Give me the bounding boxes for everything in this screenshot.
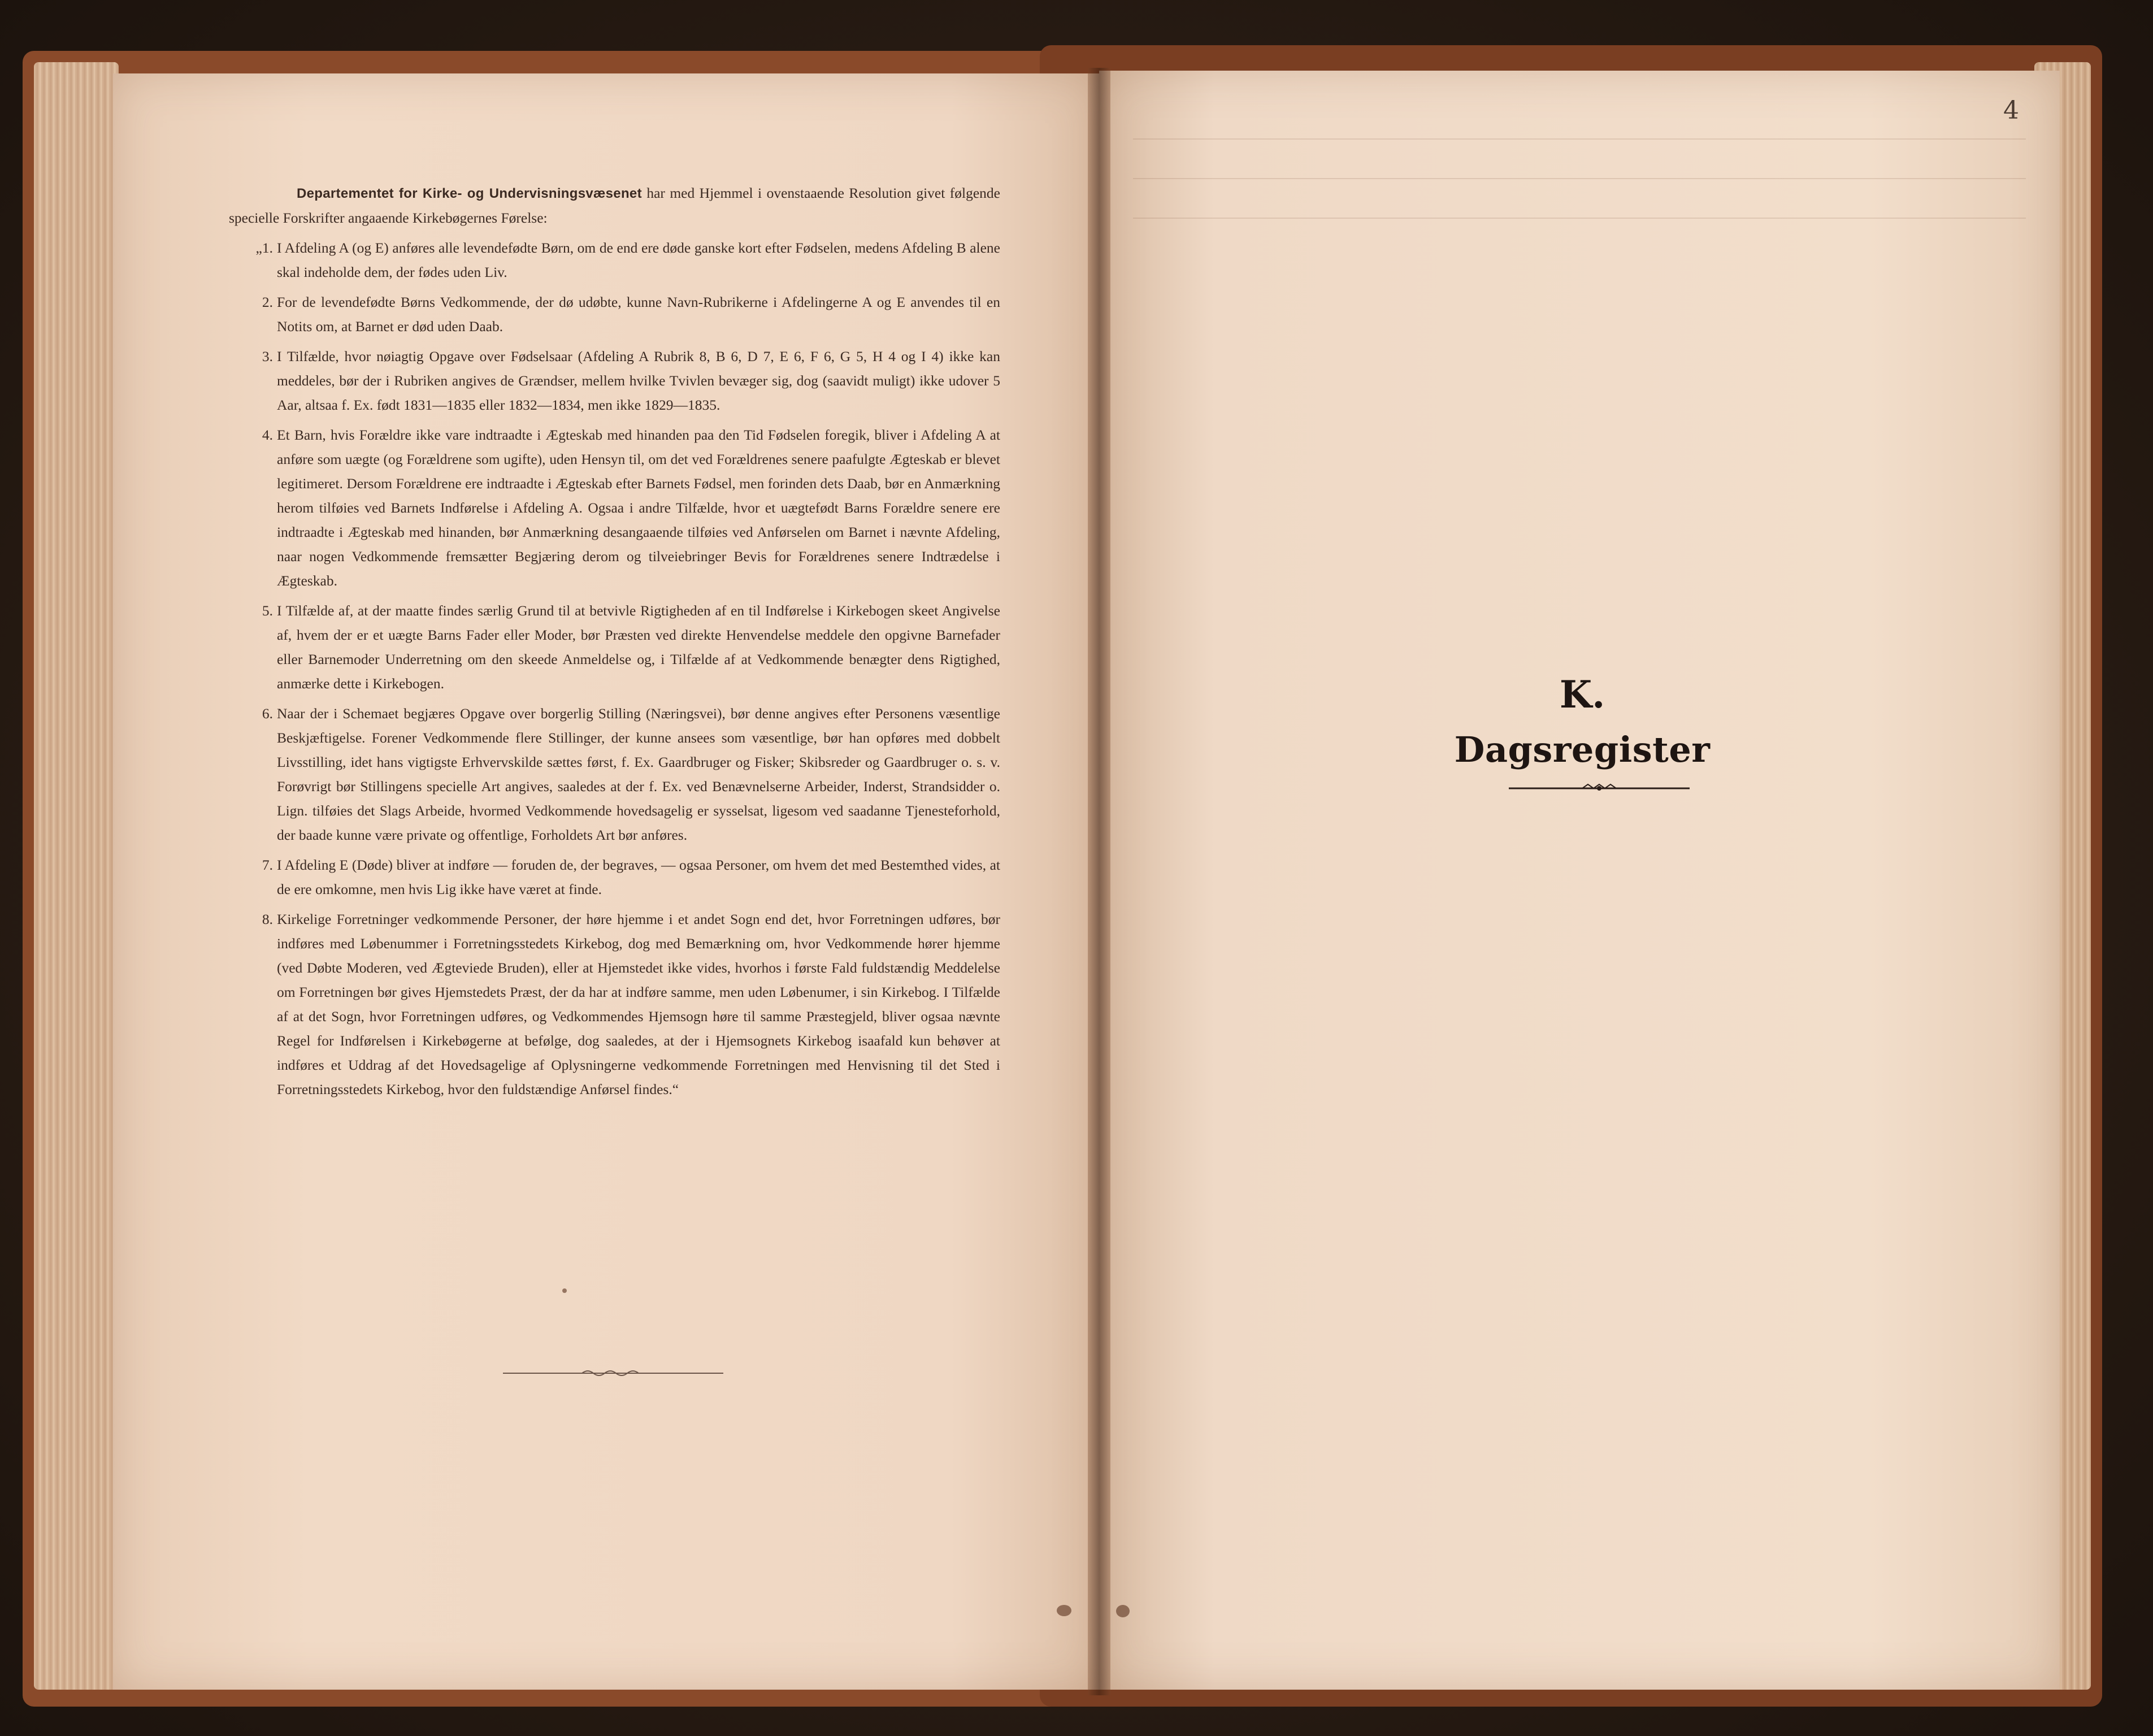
rule-number: 7. (262, 857, 273, 873)
rules-list (229, 236, 1000, 1101)
rule-number: 6. (262, 705, 273, 722)
page-stack-left (34, 62, 119, 1690)
rule-number: 3. (262, 348, 273, 364)
rule-item (229, 290, 1000, 338)
rule-text: Kirkelige Forretninger vedkommende Personer, der høre hjemme i et andet Sogn end det, hvor Forretningen udføres, bør indføres med Løbenummer i Forretningsstedets Kirkebog, dog med Bemærkning om, hvor Vedkommende hører hjemme (ved Døbte Moderen, ved Ægteviede Bruden), eller at Hjemstedet ikke vides, hvorhos i første Fald fuldstændig Meddelelse om Forretningen bør gives Hjemstedets Præst, der da har at indføre samme, men uden Løbenumer, i sin Kirkebog. I Tilfælde af at det Sogn, hvor Forretningen udføres, og Vedkommendes Hjemsogn høre til samme Præstegjeld, bliver ogsaa nævnte Regel for Indførelsen i Kirkebøgerne at befølge, dog saaledes, at der i Hjemsognets Kirkebog isaafald kun behøver at indføres et Uddrag af det Hovedsagelige af Oplysningerne vedkommende Forretningen med Henvisning til det Sted i Forretningsstedets Kirkebog, hvor den fuldstændige Anførsel findes.“ (277, 911, 1000, 1097)
rule-item (229, 701, 1000, 847)
rule-item (229, 853, 1000, 901)
rule-text: I Afdeling A (og E) anføres alle levendefødte Børn, om de end ere døde ganske kort efter Fødselen, medens Afdeling B alene skal indeholde dem, der fødes uden Liv. (277, 240, 1000, 280)
rule-text: I Tilfælde, hvor nøiagtig Opgave over Fødselsaar (Afdeling A Rubrik 8, B 6, D 7, E 6, F 6, G 5, H 4 og I 4) ikke kan meddeles, bør der i Rubriken angives de Grændser, mellem hvilke Tvivlen bevæger sig, dog (saavidt muligt) ikke udover 5 Aar, altsaa f. Ex. født 1831—1835 eller 1832—1834, men ikke 1829—1835. (277, 348, 1000, 413)
intro-text: har med Hjemmel i ovenstaaende Resolution givet følgende specielle Forskrifter angaaende Kirkebøgernes Førelse: (229, 185, 1000, 226)
section-letter: K. (1559, 672, 1605, 717)
rule-number: 2. (262, 294, 273, 310)
rule-number: „1. (255, 240, 273, 256)
rule-number: 4. (262, 427, 273, 443)
page-number: 4 (2003, 96, 2019, 125)
paper-stain (1116, 1605, 1130, 1617)
paper-stain (562, 1288, 567, 1293)
right-page (1099, 71, 2060, 1690)
rule-text: I Afdeling E (Døde) bliver at indføre — foruden de, der begraves, — ogsaa Personer, om hvem det med Bestemthed vides, at de ere omkomne, men hvis Lig ikke have været at finde. (277, 857, 1000, 897)
ornament-divider-right (1509, 783, 1690, 794)
rule-text: Naar der i Schemaet begjæres Opgave over borgerlig Stilling (Næringsvei), bør denne angives efter Personens væsentlige Beskjæftigelse. Forener Vedkommende flere Stillinger, der kunne ansees som væsentlige, bør han opføres med dobbelt Livsstilling, idet hans vigtigste Erhvervskilde sættes først, f. Ex. Gaardbruger og Fisker; Skibsreder og Gaardbruger o. s. v. Forøvrigt bør Stillingens specielle Art angives, saaledes at der f. Ex. ved Benævnelserne Arbeider, Inderst, Strandsidder o. Lign. tilføies det Slags Arbeide, hvormed Vedkommende hovedsagelig er sysselsat, ligesom ved saadanne Tjenesteforhold, der baade kunne være private og offentlige, Forholdets Art bør anføres. (277, 705, 1000, 843)
department-name: Departementet for Kirke- og Undervisningsvæsenet (297, 186, 642, 201)
section-title: Dagsregister (1454, 729, 1711, 770)
rule-text: I Tilfælde af, at der maatte findes særlig Grund til at betvivle Rigtigheden af en til Indførelse i Kirkebogen skeet Angivelse af, hvem der er et uægte Barns Fader eller Moder, bør Præsten ved direkte Henvendelse meddele den opgivne Barnefader eller Barnemoder Underretning om den skeede Anmeldelse og, i Tilfælde af at Vedkommende benægter dens Rigtighed, anmærke dette i Kirkebogen. (277, 602, 1000, 692)
intro-paragraph (229, 181, 1000, 230)
ornament-divider-left (503, 1368, 723, 1379)
rule-item (229, 423, 1000, 593)
rule-text: For de levendefødte Børns Vedkommende, der dø udøbte, kunne Navn-Rubrikerne i Afdelingerne A og E anvendes til en Notits om, at Barnet er død uden Daab. (277, 294, 1000, 335)
book-gutter (1088, 68, 1110, 1695)
paper-stain (1057, 1605, 1071, 1616)
rule-item (229, 598, 1000, 696)
rule-item (229, 344, 1000, 417)
rule-number: 8. (262, 911, 273, 927)
rule-text: Et Barn, hvis Forældre ikke vare indtraadte i Ægteskab med hinanden paa den Tid Fødselen foregik, bliver i Afdeling A at anføre som uægte (og Forældrene som ugifte), uden Hensyn til, om det ved Forældrenes senere paafulgte Ægteskab er blevet legitimeret. Dersom Forældrene ere indtraadte i Ægteskab efter Barnets Fødsel, men forinden dets Daab, bør en Anmærkning herom tilføies ved Barnets Indførelse i Afdeling A. Ogsaa i andre Tilfælde, hvor et uægtefødt Barns Forældre senere ere indtraadte i Ægteskab med hinanden, bør Anmærkning desangaaende tilføies ved Anførselen om Barnet i nævnte Afdeling, naar nogen Vedkommende fremsætter Begjæring derom og tilveiebringer Bevis for Forældrenes senere Indtrædelse i Ægteskab. (277, 427, 1000, 589)
rule-number: 5. (262, 602, 273, 619)
rule-item (229, 236, 1000, 284)
rule-item (229, 907, 1000, 1101)
regulations-text (229, 181, 1000, 1101)
